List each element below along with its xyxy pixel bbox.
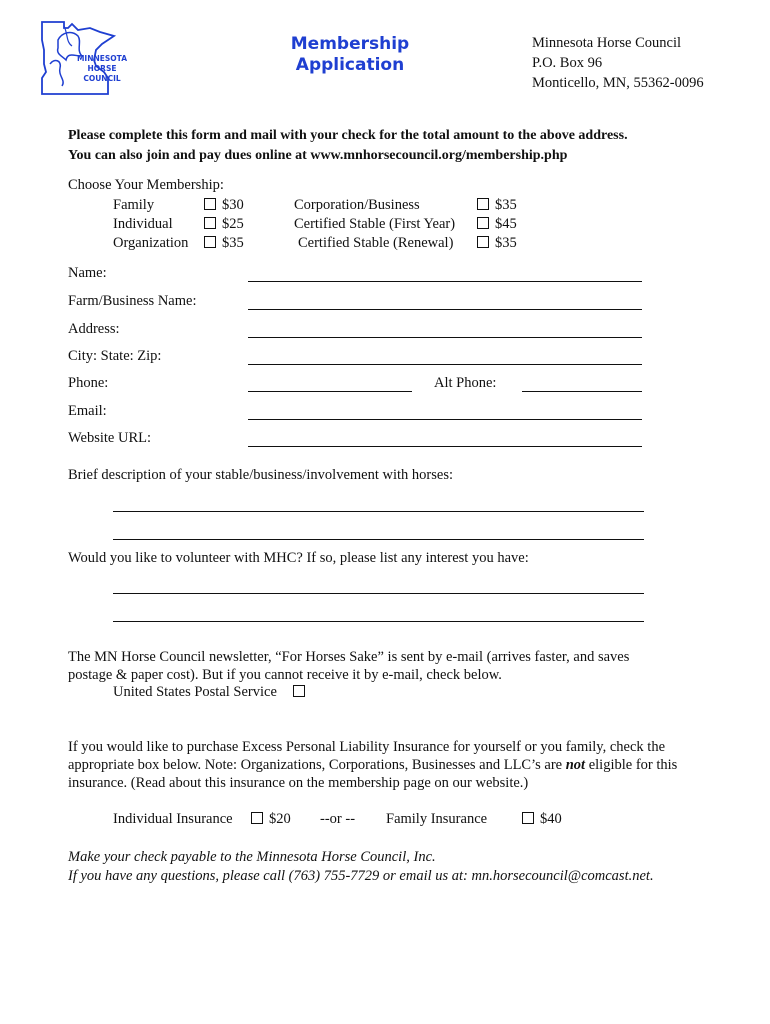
insurance-text-b: eligible for this insurance. (Read about this insurance on the membership page on our website.) bbox=[68, 757, 678, 791]
family-insurance-option[interactable] bbox=[522, 811, 562, 828]
membership-right-options bbox=[477, 196, 517, 253]
address-line-1: Minnesota Horse Council bbox=[532, 35, 682, 51]
membership-family-label: Family bbox=[113, 197, 155, 213]
membership-corporation-option[interactable] bbox=[477, 196, 517, 215]
insurance-or: --or -- bbox=[320, 811, 356, 827]
instructions bbox=[68, 126, 628, 166]
website-label: Website URL: bbox=[68, 430, 151, 446]
postal-service-checkbox[interactable] bbox=[293, 685, 305, 697]
corporation-price: $35 bbox=[495, 197, 517, 213]
membership-stable-first-option[interactable] bbox=[477, 215, 517, 234]
individual-insurance-label: Individual Insurance bbox=[113, 811, 233, 827]
family-checkbox[interactable] bbox=[204, 198, 216, 210]
insurance-text-a: If you would like to purchase Excess Personal Liability Insurance for yourself or you family, check the appropriate box below. Note: Organizations, Corporations, Businesses and LLC’s are bbox=[68, 739, 666, 773]
stable-first-price: $45 bbox=[495, 216, 517, 232]
logo-text-3: COUNCIL bbox=[83, 74, 121, 83]
stable-renewal-price: $35 bbox=[495, 235, 517, 251]
mhc-logo bbox=[38, 20, 138, 96]
organization-checkbox[interactable] bbox=[204, 236, 216, 248]
phone-field[interactable] bbox=[248, 391, 412, 392]
membership-individual-option[interactable] bbox=[204, 215, 244, 234]
membership-family-option[interactable] bbox=[204, 196, 244, 215]
email-label: Email: bbox=[68, 403, 107, 419]
family-insurance-label: Family Insurance bbox=[386, 811, 488, 827]
mailing-address bbox=[532, 33, 704, 93]
membership-corporation-label: Corporation/Business bbox=[294, 197, 420, 213]
stable-first-checkbox[interactable] bbox=[477, 217, 489, 229]
name-field[interactable] bbox=[248, 281, 642, 282]
postal-service-label: United States Postal Service bbox=[113, 684, 277, 700]
website-field[interactable] bbox=[248, 446, 642, 447]
address-line-2: P.O. Box 96 bbox=[532, 55, 603, 71]
stable-renewal-checkbox[interactable] bbox=[477, 236, 489, 248]
instructions-line-1: Please complete this form and mail with your check for the total amount to the above address. bbox=[68, 128, 628, 143]
newsletter-line-1: The MN Horse Council newsletter, “For Horses Sake” is sent by e-mail (arrives faster, and saves bbox=[68, 649, 630, 665]
alt-phone-field[interactable] bbox=[522, 391, 642, 392]
corporation-checkbox[interactable] bbox=[477, 198, 489, 210]
logo-text-2: HORSE bbox=[87, 64, 117, 73]
description-prompt: Brief description of your stable/business/involvement with horses: bbox=[68, 467, 453, 483]
city-state-zip-label: City: State: Zip: bbox=[68, 348, 162, 364]
newsletter-text bbox=[68, 648, 728, 684]
volunteer-line-1[interactable] bbox=[113, 593, 644, 594]
membership-stable-renewal-label: Certified Stable (Renewal) bbox=[298, 235, 454, 251]
family-price: $30 bbox=[222, 197, 244, 213]
title-line-2: Application bbox=[295, 55, 405, 75]
individual-insurance-price: $20 bbox=[269, 811, 291, 827]
organization-price: $35 bbox=[222, 235, 244, 251]
description-line-2[interactable] bbox=[113, 539, 644, 540]
payable-note: Make your check payable to the Minnesota Horse Council, Inc. bbox=[68, 849, 436, 865]
page-title bbox=[270, 34, 430, 76]
address-field[interactable] bbox=[248, 337, 642, 338]
description-line-1[interactable] bbox=[113, 511, 644, 512]
name-label: Name: bbox=[68, 265, 107, 281]
logo-text-1: MINNESOTA bbox=[76, 54, 128, 63]
insurance-text bbox=[68, 738, 723, 792]
membership-left-labels bbox=[113, 196, 188, 253]
instructions-line-2: You can also join and pay dues online at www.mnhorsecouncil.org/membership.php bbox=[68, 148, 568, 163]
city-state-zip-field[interactable] bbox=[248, 364, 642, 365]
membership-organization-label: Organization bbox=[113, 235, 189, 251]
farm-field[interactable] bbox=[248, 309, 642, 310]
membership-stable-renewal-option[interactable] bbox=[477, 234, 517, 253]
membership-heading: Choose Your Membership: bbox=[68, 177, 224, 193]
family-insurance-price: $40 bbox=[540, 811, 562, 827]
farm-label: Farm/Business Name: bbox=[68, 293, 197, 309]
contact-note: If you have any questions, please call (763) 755-7729 or email us at: mn.horsecouncil@comcast.net. bbox=[68, 868, 654, 884]
volunteer-line-2[interactable] bbox=[113, 621, 644, 622]
email-field[interactable] bbox=[248, 419, 642, 420]
phone-label: Phone: bbox=[68, 375, 109, 391]
family-insurance-checkbox[interactable] bbox=[522, 812, 534, 824]
footer-notes bbox=[68, 848, 654, 886]
volunteer-prompt: Would you like to volunteer with MHC? If so, please list any interest you have: bbox=[68, 550, 529, 566]
address-line-3: Monticello, MN, 55362-0096 bbox=[532, 75, 704, 91]
alt-phone-label: Alt Phone: bbox=[434, 375, 497, 391]
individual-insurance-checkbox[interactable] bbox=[251, 812, 263, 824]
membership-stable-first-label: Certified Stable (First Year) bbox=[294, 216, 456, 232]
membership-left-options bbox=[204, 196, 244, 253]
address-label: Address: bbox=[68, 321, 120, 337]
insurance-text-not: not bbox=[565, 757, 586, 773]
individual-insurance-option[interactable] bbox=[251, 811, 291, 828]
title-line-1: Membership bbox=[290, 34, 410, 54]
membership-right-labels bbox=[294, 196, 455, 253]
newsletter-line-2: postage & paper cost). But if you cannot receive it by e-mail, check below. bbox=[68, 667, 502, 683]
individual-price: $25 bbox=[222, 216, 244, 232]
individual-checkbox[interactable] bbox=[204, 217, 216, 229]
membership-organization-option[interactable] bbox=[204, 234, 244, 253]
membership-individual-label: Individual bbox=[113, 216, 173, 232]
postal-service-option[interactable] bbox=[113, 684, 311, 701]
